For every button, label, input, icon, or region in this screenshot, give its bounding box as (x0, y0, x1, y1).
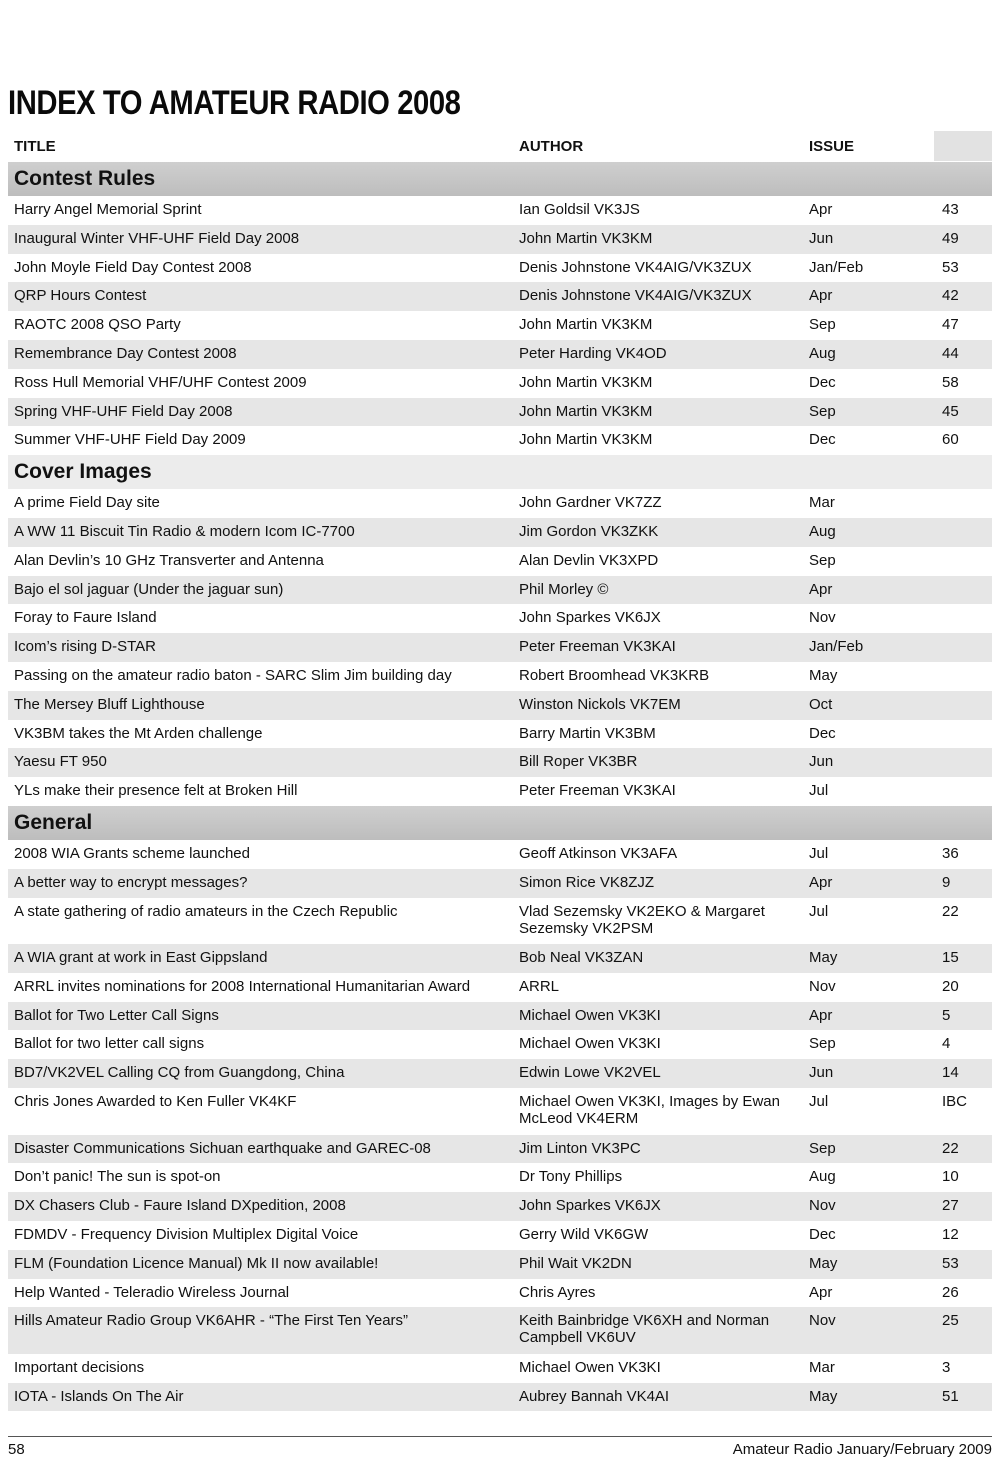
table-row (8, 282, 992, 311)
table-row (8, 1250, 992, 1279)
entry-author: Phil Morley © (511, 576, 801, 605)
column-header-author: AUTHOR (511, 131, 801, 161)
entry-issue: Apr (801, 869, 934, 898)
section-heading: Cover Images (8, 455, 992, 489)
entry-title: Harry Angel Memorial Sprint (14, 201, 202, 218)
entry-page: 44 (934, 340, 992, 369)
entry-page: 5 (934, 1002, 992, 1031)
table-row (8, 196, 992, 225)
table-row (8, 604, 992, 633)
entry-page (934, 633, 992, 662)
entry-title: YLs make their presence felt at Broken Hill (14, 782, 298, 800)
entry-page: 36 (942, 844, 959, 862)
entry-issue: Dec (809, 724, 836, 742)
entry-author: Vlad Sezemsky VK2EKO & Margaret Sezemsky VK2PSM (519, 902, 765, 937)
entry-issue: Apr (801, 282, 934, 311)
entry-author: Keith Bainbridge VK6XH and Norman Campbell VK6UV (511, 1307, 801, 1354)
entry-page: 15 (934, 944, 992, 973)
entry-title: 2008 WIA Grants scheme launched (14, 844, 250, 862)
entry-issue: Mar (809, 1358, 835, 1376)
entry-page: 22 (934, 1135, 992, 1164)
entry-page (934, 547, 992, 576)
entry-page (934, 691, 992, 720)
table-row (8, 1383, 992, 1412)
entry-issue: Sep (801, 398, 934, 427)
entry-title: Chris Jones Awarded to Ken Fuller VK4KF (14, 1093, 297, 1111)
entry-issue: May (801, 944, 934, 973)
entry-page (934, 604, 992, 633)
entry-issue: Sep (801, 1135, 934, 1164)
entry-issue: Apr (801, 1002, 934, 1031)
entry-title: A state gathering of radio amateurs in the Czech Republic (14, 902, 398, 920)
column-header-title: TITLE (8, 131, 511, 161)
section-heading: Contest Rules (8, 162, 992, 196)
entry-issue: Dec (809, 373, 836, 391)
entry-page: 43 (942, 201, 959, 218)
entry-author: Jim Gordon VK3ZKK (511, 518, 801, 547)
table-row (8, 576, 992, 605)
page-number: 58 (8, 1441, 25, 1458)
table-row (8, 1059, 992, 1088)
entry-issue: Dec (809, 431, 836, 449)
entry-issue: Jan/Feb (801, 633, 934, 662)
entry-page: 4 (942, 1035, 951, 1053)
entry-title: A better way to encrypt messages? (8, 869, 511, 898)
entry-page: 51 (934, 1383, 992, 1412)
entry-issue: May (801, 1250, 934, 1279)
entry-author: Peter Harding VK4OD (511, 340, 801, 369)
index-table (8, 131, 992, 1411)
entry-author: Edwin Lowe VK2VEL (511, 1059, 801, 1088)
entry-author: Michael Owen VK3KI, Images by Ewan McLeod VK4ERM (519, 1093, 780, 1128)
entry-issue: Jun (801, 1059, 934, 1088)
entry-author: Robert Broomhead VK3KRB (519, 666, 710, 684)
table-row (8, 547, 992, 576)
entry-title: ARRL invites nominations for 2008 International Humanitarian Award (14, 977, 471, 995)
table-row (8, 1002, 992, 1031)
table-row (8, 1192, 992, 1221)
column-header-page (934, 131, 992, 161)
table-row (8, 748, 992, 777)
table-header (8, 131, 992, 162)
entry-page (934, 489, 992, 518)
entry-page: 47 (942, 316, 959, 334)
table-row (8, 840, 992, 869)
entry-page: 60 (942, 431, 959, 449)
entry-author: Michael Owen VK3KI (511, 1002, 801, 1031)
entry-issue: Jul (809, 782, 829, 800)
entry-title: Important decisions (14, 1358, 145, 1376)
entry-author: Gerry Wild VK6GW (519, 1225, 649, 1243)
entry-issue: Jul (809, 1093, 829, 1111)
entry-title: Hills Amateur Radio Group VK6AHR - “The First Ten Years” (8, 1307, 511, 1354)
entry-title: VK3BM takes the Mt Arden challenge (14, 724, 263, 742)
entry-issue: Jul (809, 844, 829, 862)
entry-title: Spring VHF-UHF Field Day 2008 (8, 398, 511, 427)
entry-author: John Gardner VK7ZZ (519, 494, 662, 512)
entry-page: 26 (942, 1283, 959, 1301)
entry-title: Don’t panic! The sun is spot-on (14, 1168, 221, 1186)
entry-author: Bob Neal VK3ZAN (511, 944, 801, 973)
entry-issue: Sep (809, 1035, 836, 1053)
entry-author: Chris Ayres (519, 1283, 596, 1301)
entry-issue: Apr (809, 1283, 833, 1301)
page-footer (8, 1436, 992, 1458)
entry-page (934, 662, 992, 691)
entry-issue: Aug (801, 518, 934, 547)
entry-page: 27 (934, 1192, 992, 1221)
entry-page: 53 (942, 258, 959, 276)
table-row (8, 1163, 992, 1192)
entry-issue: Jul (809, 902, 829, 920)
entry-issue: Jun (801, 748, 934, 777)
entry-page: IBC (942, 1093, 968, 1111)
entry-title: A WIA grant at work in East Gippsland (8, 944, 511, 973)
table-row (8, 869, 992, 898)
entry-author: Simon Rice VK8ZJZ (511, 869, 801, 898)
entry-title: A prime Field Day site (14, 494, 160, 512)
table-row (8, 662, 992, 691)
table-row (8, 518, 992, 547)
entry-author: Dr Tony Phillips (519, 1168, 623, 1186)
entry-title: Ballot for two letter call signs (14, 1035, 205, 1053)
entry-author: John Sparkes VK6JX (511, 1192, 801, 1221)
entry-issue: Jan/Feb (809, 258, 864, 276)
entry-title: Icom’s rising D-STAR (8, 633, 511, 662)
entry-page: 42 (934, 282, 992, 311)
table-row (8, 973, 992, 1002)
entry-page: 12 (942, 1225, 959, 1243)
entry-page: 14 (934, 1059, 992, 1088)
entry-author: John Martin VK3KM (519, 316, 653, 334)
entry-page: 58 (942, 373, 959, 391)
entry-title: Passing on the amateur radio baton - SARC Slim Jim building day (14, 666, 452, 684)
table-row (8, 340, 992, 369)
entry-title: The Mersey Bluff Lighthouse (8, 691, 511, 720)
entry-author: John Martin VK3KM (511, 398, 801, 427)
entry-title: BD7/VK2VEL Calling CQ from Guangdong, China (8, 1059, 511, 1088)
entry-issue: Nov (809, 609, 836, 627)
entry-page: 9 (934, 869, 992, 898)
table-row (8, 1135, 992, 1164)
entry-issue: Nov (801, 1192, 934, 1221)
entry-title: FDMDV - Frequency Division Multiplex Digital Voice (14, 1225, 359, 1243)
entry-author: Geoff Atkinson VK3AFA (519, 844, 678, 862)
entry-page: 22 (942, 902, 959, 920)
entry-title: Bajo el sol jaguar (Under the jaguar sun) (8, 576, 511, 605)
entry-issue: Aug (801, 340, 934, 369)
publication-info: Amateur Radio January/February 2009 (732, 1441, 992, 1458)
entry-issue: Nov (809, 977, 836, 995)
entry-page: 53 (934, 1250, 992, 1279)
table-row (8, 944, 992, 973)
entry-title: Remembrance Day Contest 2008 (8, 340, 511, 369)
entry-author: John Sparkes VK6JX (519, 609, 661, 627)
entry-title: RAOTC 2008 QSO Party (14, 316, 181, 334)
entry-issue: Apr (809, 201, 833, 218)
entry-issue: Nov (801, 1307, 934, 1354)
column-header-issue: ISSUE (801, 131, 934, 161)
table-row (8, 426, 992, 455)
entry-title: Ross Hull Memorial VHF/UHF Contest 2009 (14, 373, 307, 391)
entry-issue: May (809, 666, 838, 684)
entry-page: 10 (942, 1168, 959, 1186)
entry-author: Phil Wait VK2DN (511, 1250, 801, 1279)
table-row (8, 1030, 992, 1059)
table-row (8, 1088, 992, 1135)
entry-author: Peter Freeman VK3KAI (511, 633, 801, 662)
entry-author: Bill Roper VK3BR (511, 748, 801, 777)
entry-page (934, 720, 992, 749)
entry-issue: Oct (801, 691, 934, 720)
entry-author: John Martin VK3KM (519, 431, 653, 449)
entry-author: Denis Johnstone VK4AIG/VK3ZUX (519, 258, 752, 276)
entry-page (934, 777, 992, 806)
entry-issue: Aug (809, 1168, 836, 1186)
entry-author: Michael Owen VK3KI (519, 1358, 661, 1376)
entry-title: DX Chasers Club - Faure Island DXpedition, 2008 (8, 1192, 511, 1221)
entry-page (934, 576, 992, 605)
entry-title: Ballot for Two Letter Call Signs (8, 1002, 511, 1031)
entry-author: ARRL (519, 977, 560, 995)
entry-title: Alan Devlin’s 10 GHz Transverter and Antenna (14, 551, 324, 569)
entry-author: Barry Martin VK3BM (519, 724, 656, 742)
entry-issue: Dec (809, 1225, 836, 1243)
entry-author: Aubrey Bannah VK4AI (511, 1383, 801, 1412)
entry-title: Inaugural Winter VHF-UHF Field Day 2008 (8, 225, 511, 254)
table-row (8, 254, 992, 283)
entry-page: 3 (942, 1358, 951, 1376)
table-row (8, 1307, 992, 1354)
entry-issue: May (801, 1383, 934, 1412)
entry-title: QRP Hours Contest (8, 282, 511, 311)
section-heading: General (8, 806, 992, 840)
table-row (8, 398, 992, 427)
table-row (8, 1221, 992, 1250)
entry-author: Peter Freeman VK3KAI (519, 782, 676, 800)
entry-title: Summer VHF-UHF Field Day 2009 (14, 431, 246, 449)
table-row (8, 691, 992, 720)
entry-title: FLM (Foundation Licence Manual) Mk II now available! (8, 1250, 511, 1279)
entry-author: Jim Linton VK3PC (511, 1135, 801, 1164)
table-row (8, 225, 992, 254)
table-row (8, 311, 992, 340)
entry-issue: Mar (809, 494, 835, 512)
entry-title: Help Wanted - Teleradio Wireless Journal (14, 1283, 290, 1301)
page-title: INDEX TO AMATEUR RADIO 2008 (8, 84, 461, 122)
table-row (8, 898, 992, 945)
index-sections (8, 162, 992, 1411)
entry-page (934, 518, 992, 547)
table-row (8, 489, 992, 518)
entry-issue: Jun (801, 225, 934, 254)
entry-issue: Sep (809, 551, 836, 569)
entry-title: John Moyle Field Day Contest 2008 (14, 258, 252, 276)
entry-title: Yaesu FT 950 (8, 748, 511, 777)
table-row (8, 1354, 992, 1383)
entry-page (934, 748, 992, 777)
entry-issue: Sep (809, 316, 836, 334)
entry-title: Foray to Faure Island (14, 609, 157, 627)
entry-page: 20 (942, 977, 959, 995)
entry-author: John Martin VK3KM (519, 373, 653, 391)
entry-author: Alan Devlin VK3XPD (519, 551, 659, 569)
entry-author: John Martin VK3KM (511, 225, 801, 254)
table-row (8, 777, 992, 806)
entry-author: Winston Nickols VK7EM (511, 691, 801, 720)
table-row (8, 633, 992, 662)
entry-page: 45 (934, 398, 992, 427)
entry-title: IOTA - Islands On The Air (8, 1383, 511, 1412)
entry-author: Denis Johnstone VK4AIG/VK3ZUX (511, 282, 801, 311)
entry-title: A WW 11 Biscuit Tin Radio & modern Icom IC-7700 (8, 518, 511, 547)
table-row (8, 1279, 992, 1308)
table-row (8, 369, 992, 398)
table-row (8, 720, 992, 749)
entry-author: Ian Goldsil VK3JS (519, 201, 640, 218)
entry-issue: Apr (801, 576, 934, 605)
entry-title: Disaster Communications Sichuan earthquake and GAREC-08 (8, 1135, 511, 1164)
entry-page: 25 (934, 1307, 992, 1354)
entry-page: 49 (934, 225, 992, 254)
entry-author: Michael Owen VK3KI (519, 1035, 661, 1053)
